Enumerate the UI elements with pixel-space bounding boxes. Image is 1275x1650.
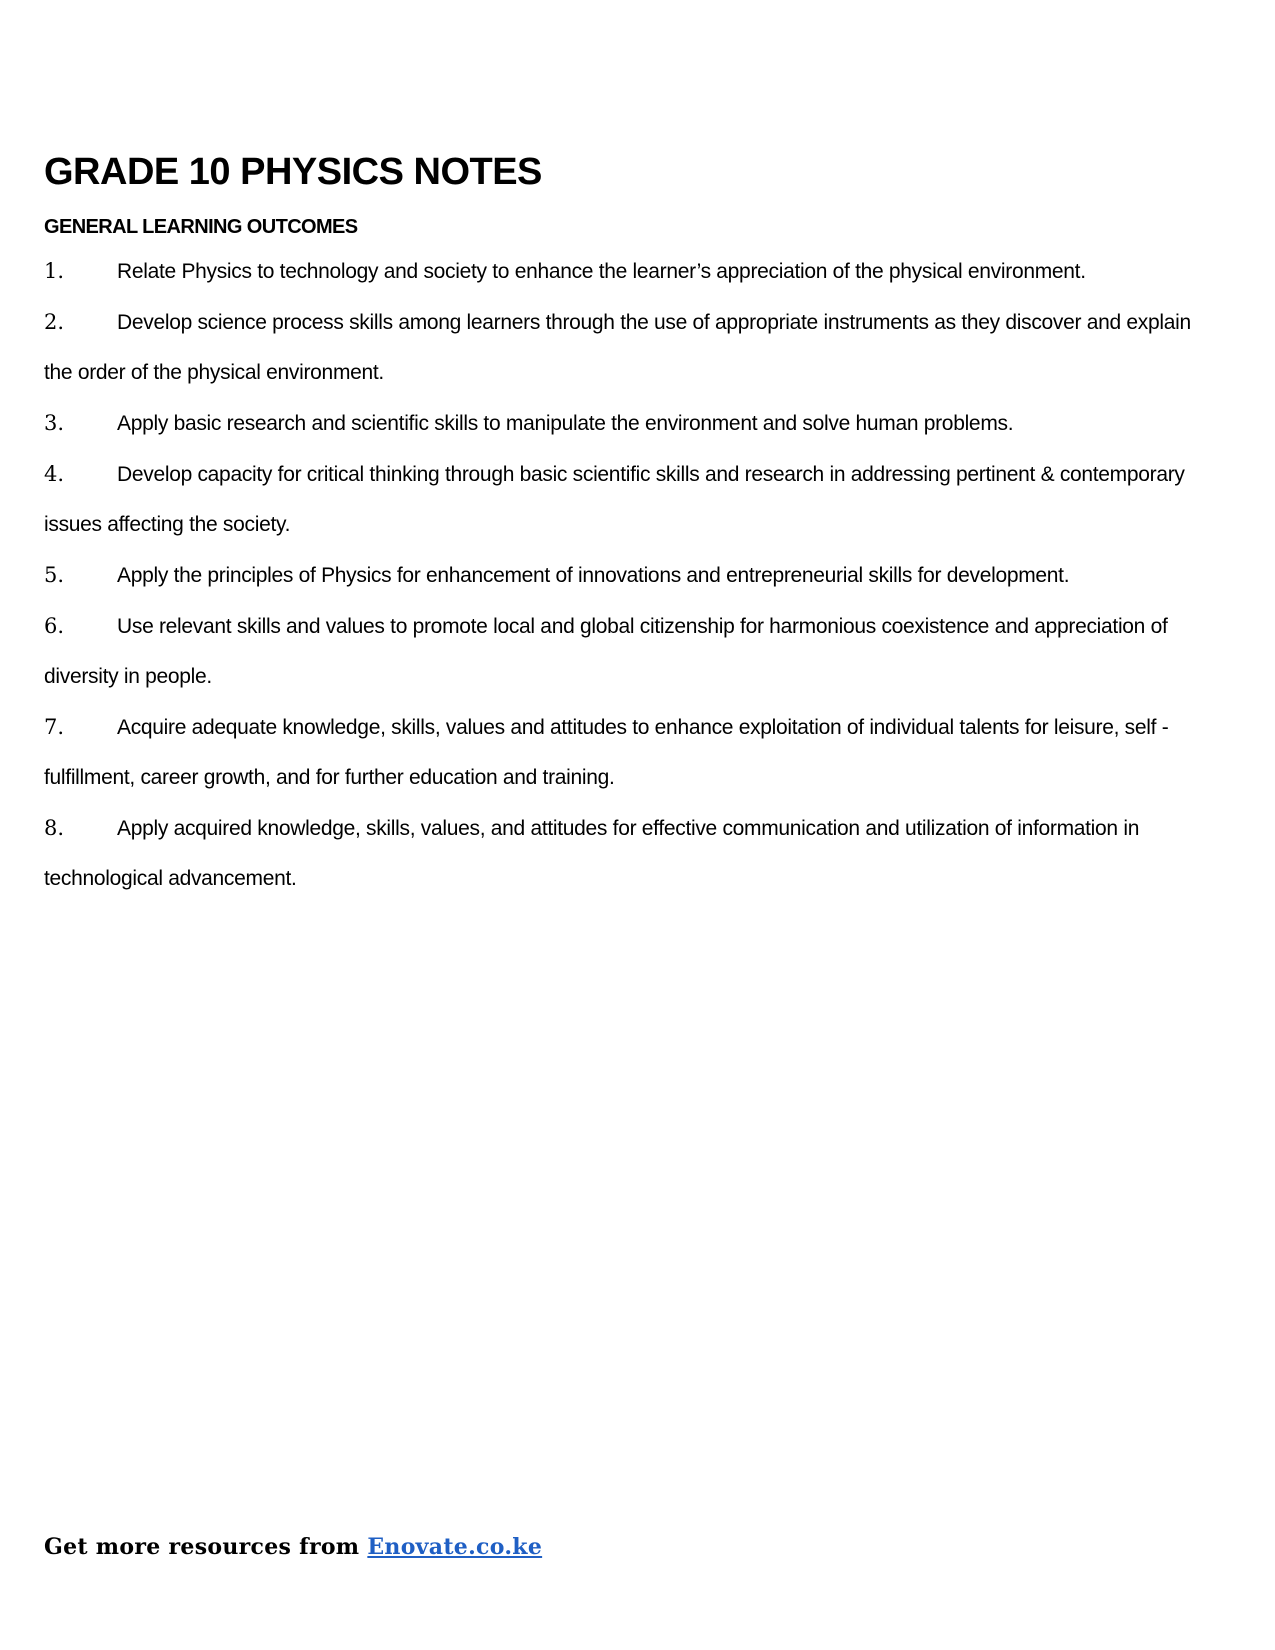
outcome-text: Apply acquired knowledge, skills, values, and attitudes for effective communication and utilization of information in technological advancement. — [44, 816, 1140, 890]
footer — [44, 1534, 542, 1560]
outcome-text: Apply the principles of Physics for enhancement of innovations and entrepreneurial skills for development. — [117, 563, 1070, 587]
footer-prefix: Get more resources from — [44, 1534, 368, 1560]
outcome-text: Use relevant skills and values to promote local and global citizenship for harmonious coexistence and appreciation of diversity in people. — [44, 614, 1168, 688]
outcome-text: Develop science process skills among learners through the use of appropriate instruments as they discover and explain the order of the physical environment. — [44, 310, 1191, 384]
section-heading: GENERAL LEARNING OUTCOMES — [44, 215, 358, 238]
document-title: GRADE 10 PHYSICS NOTES — [44, 151, 542, 193]
outcome-number: 6. — [44, 613, 65, 638]
enovate-link[interactable]: Enovate.co.ke — [367, 1534, 543, 1560]
list-item — [44, 601, 1204, 702]
list-item — [44, 246, 1204, 297]
document-page — [44, 150, 1204, 904]
list-item — [44, 398, 1204, 449]
outcome-text: Relate Physics to technology and society to enhance the learner’s appreciation of the physical environment. — [117, 259, 1086, 283]
list-item — [44, 297, 1204, 398]
outcome-text: Apply basic research and scientific skills to manipulate the environment and solve human problems. — [117, 411, 1014, 435]
outcome-number: 1. — [44, 258, 65, 283]
learning-outcomes-list — [44, 246, 1204, 904]
outcome-text: Develop capacity for critical thinking through basic scientific skills and research in addressing pertinent & contemporary issues affecting the society. — [44, 462, 1185, 536]
outcome-number: 3. — [44, 410, 65, 435]
outcome-number: 7. — [44, 714, 65, 739]
list-item — [44, 702, 1204, 803]
outcome-number: 4. — [44, 461, 65, 486]
outcome-text: Acquire adequate knowledge, skills, values and attitudes to enhance exploitation of individual talents for leisure, self -fulfillment, career growth, and for further education and training. — [44, 715, 1169, 789]
list-item — [44, 803, 1204, 904]
list-item — [44, 550, 1204, 601]
outcome-number: 2. — [44, 309, 65, 334]
outcome-number: 8. — [44, 815, 65, 840]
list-item — [44, 449, 1204, 550]
outcome-number: 5. — [44, 562, 65, 587]
